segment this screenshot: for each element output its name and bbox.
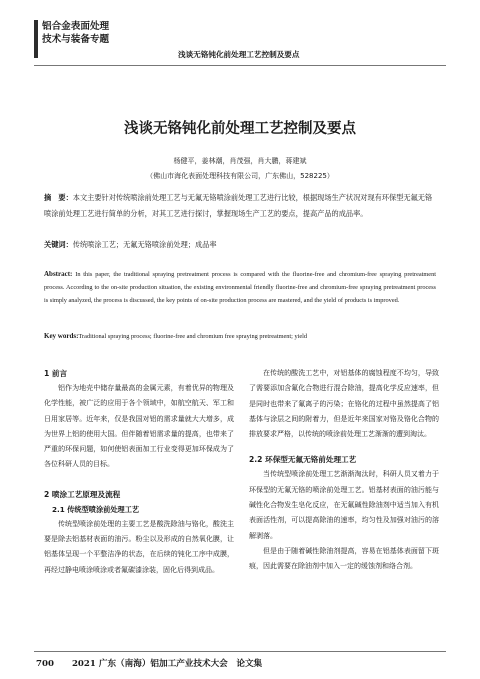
- abstract-cn-label: 摘 要：: [44, 193, 73, 202]
- conference-name: 2021 广东（南海）铝加工产业技术大会 论文集: [71, 659, 263, 669]
- section-label-line1: 铝合金表面处理: [42, 21, 110, 32]
- right-column: [249, 366, 439, 575]
- keywords-cn: [44, 237, 436, 253]
- abstract-cn: [44, 190, 436, 221]
- affiliation: （佛山市海化表面处理科技有限公司，广东佛山，528225）: [146, 172, 334, 180]
- abstract-en-text: In this paper, the traditional spraying pretreatment process is compared with the fluorine-free and chromium-free spraying pretreatment process. According to the on-site production situation, the existing environmental friendly fluorine-free and chromium-free spraying pretreatment process is simply analyzed, the process is discussed, the key points of on-site production process are mastered, and the yield of products is improved.: [44, 271, 436, 305]
- body-paragraph: 传统型喷涂前处理的主要工艺是酸洗除油与铬化，酸洗主要是除去铝基材表面的油污。粉尘以及形成的自然氧化膜，让铝基体呈现一个平整洁净的状态，在后续的钝化工序中成膜，再经过静电喷涂喷涂或者氟碳漆涂装，固化后得到成品。: [44, 519, 234, 574]
- abstract-en: [44, 268, 436, 308]
- keywords-en-text: Traditional spraying process; fluorine-free and chromium free spraying pretreatment; yield: [78, 333, 308, 340]
- keywords-cn-label: 关键词：: [44, 240, 73, 249]
- section-label-line2: 技术与装备专题: [42, 34, 110, 45]
- section-label: [42, 20, 152, 46]
- paper-title: 浅谈无铬钝化前处理工艺控制及要点: [124, 121, 356, 137]
- keywords-en-label: Key words:: [44, 332, 79, 340]
- author-list: 杨健平，姜林潮，肖茂强，肖大鹏，蒋建斌: [173, 157, 307, 165]
- section-heading: 1 前言: [44, 369, 68, 378]
- section-marker: [34, 20, 38, 58]
- page-number: 700: [36, 659, 54, 669]
- running-title: 浅谈无铬钝化前处理工艺控制及要点: [178, 50, 300, 59]
- subsection-heading: 2.2 环保型无氟无铬前处理工艺: [249, 455, 357, 465]
- body-paragraph: 但是由于随着碱性除油剂提高，容易在铝基体表面留下斑痕，因此需要在除油剂中加入一定的缓蚀剂和络合剂。: [249, 546, 439, 571]
- footer: [36, 657, 262, 669]
- subsection-heading: 2.1 传统型喷涂前处理工艺: [52, 504, 140, 514]
- body-paragraph: 当传统型喷涂前处理工艺渐渐淘汰时，科研人员又着力于环保型的无氟无铬的喷涂前处理工艺。铝基材表面的油污能与碱性化合物发生皂化反应，在无氟碱性除油剂中适当加入有机表面活性剂，可以提高除油的速率，均匀性及加强对油污的溶解剥落。: [249, 470, 439, 540]
- abstract-en-label: Abstract:: [44, 270, 73, 278]
- footer-rule: [34, 651, 446, 652]
- body-paragraph: 在传统的酸洗工艺中，对铝基体的腐蚀程度不均匀，导致了需要添加含氟化合物进行混合除油，提高化学反应速率，但是同时也带来了氟离子的污染；在铬化的过程中虽然提高了铝基体与涂层之间的附着力，但是近年来国家对铬及铬化合物的排放要求严格，以传统的喷涂前处理工艺渐渐的遭到淘汰。: [249, 369, 439, 439]
- keywords-en: [44, 332, 436, 340]
- section-heading: 2 喷涂工艺原理及流程: [44, 489, 121, 499]
- body-paragraph: 铝作为地壳中储存量最高的金属元素，有着优异的物理及化学性能，被广泛的应用于各个领域中，如航空航天、军工和日用家居等。近年来，仅是我国对铝的需求量就大大增多，成为世界上铝的使用大国。但伴随着铝需求量的提高，也带来了严重的环保问题，如何使铝表面加工行业变得更加环保成为了各位科研人员的目标。: [44, 384, 234, 469]
- abstract-cn-text: 本文主要针对传统喷涂前处理工艺与无氟无铬喷涂前处理工艺进行比较，根据现场生产状况对现有环保型无氟无铬喷涂前处理工艺进行简单的分析，对其工艺进行探讨，掌握现场生产工艺的要点，提高产品的成品率。: [44, 193, 433, 218]
- keywords-cn-text: 传统喷涂工艺；无氟无铬喷涂前处理；成品率: [72, 240, 217, 249]
- header-rule: [34, 65, 446, 66]
- left-column: [44, 366, 234, 578]
